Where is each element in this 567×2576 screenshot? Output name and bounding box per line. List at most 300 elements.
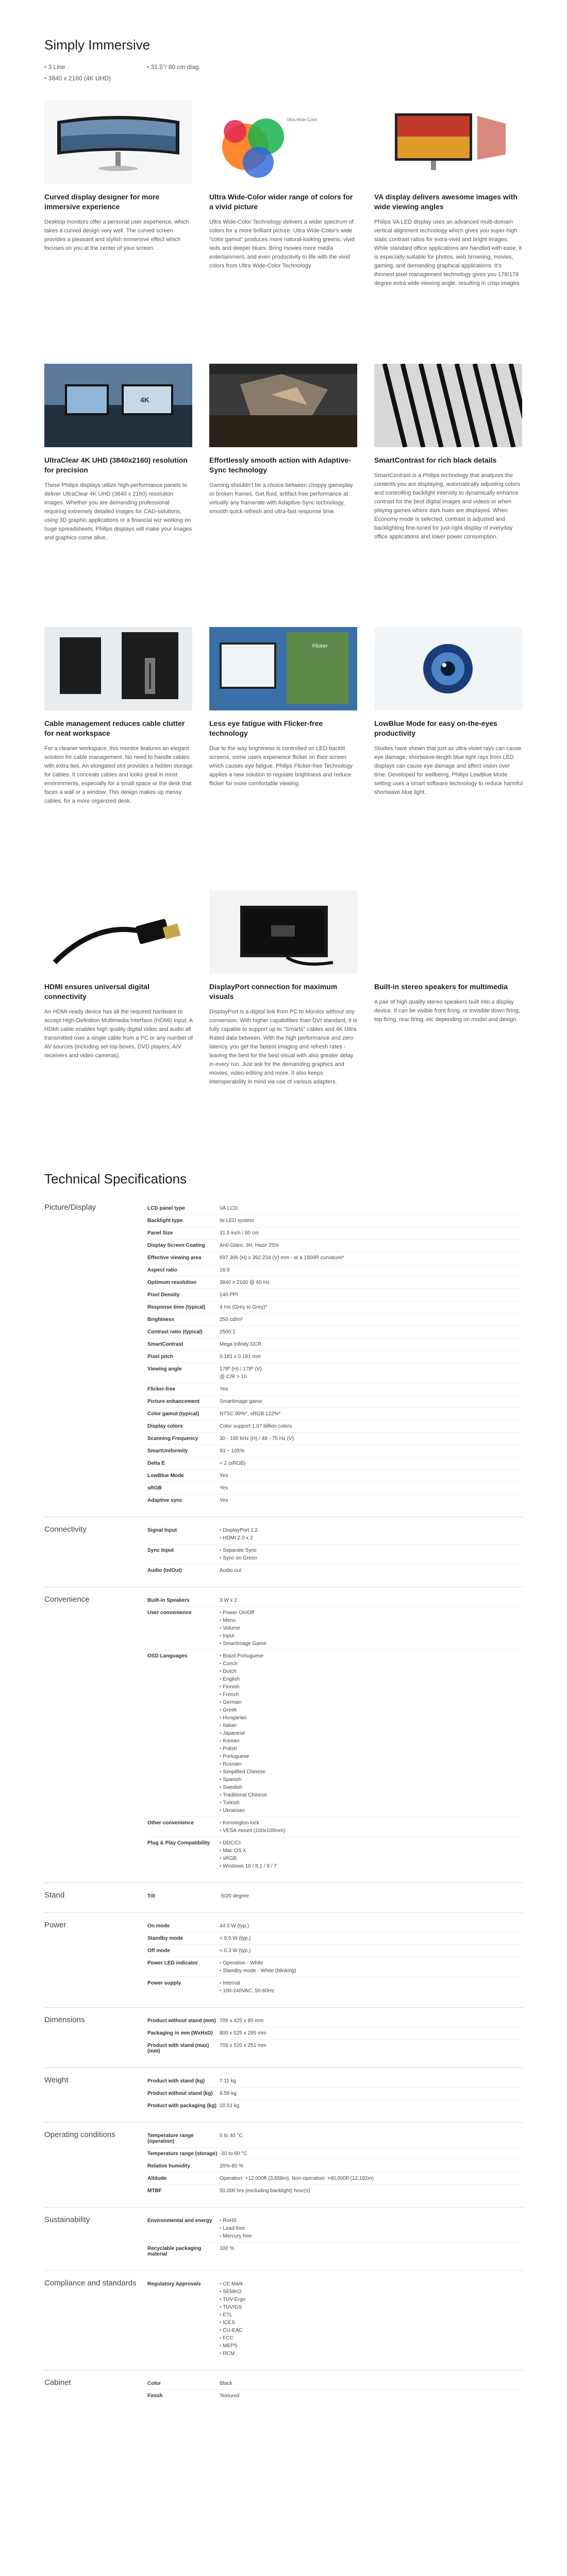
spec-row: [147, 1837, 523, 1872]
spec-values: [220, 2078, 523, 2084]
spec-values: [220, 1342, 523, 1347]
feature-card: [44, 100, 193, 345]
spec-label: Regulatory Approvals: [147, 2281, 201, 2287]
spec-value: Yes: [220, 1473, 228, 1479]
spec-label: Signal Input: [147, 1528, 177, 1533]
spec-value: • Input: [220, 1633, 523, 1639]
spec-value: • Portuguese: [220, 1754, 523, 1759]
bullet-item: • 3840 x 2160 (4K UHD): [44, 75, 111, 82]
spec-label: SmartUniformity: [147, 1448, 188, 1454]
header-bullets: [44, 63, 523, 86]
spec-value: 0 to 40 °C: [220, 2133, 243, 2139]
spec-values: [220, 2103, 523, 2109]
spec-values: [220, 2281, 523, 2357]
spec-value: • RoHS: [220, 2218, 523, 2224]
spec-rows: [147, 1524, 523, 1577]
spec-value: • German: [220, 1700, 523, 1705]
spec-value: 44.5 W (typ.): [220, 1923, 249, 1929]
spec-label: Tilt: [147, 1893, 155, 1899]
spec-values: [220, 1528, 523, 1541]
spec-category: Cabinet: [44, 2378, 71, 2387]
spec-values: [220, 2381, 523, 2386]
spec-value: 800 x 525 x 295 mm: [220, 2030, 266, 2036]
spec-values: [220, 2091, 523, 2096]
feature-title: SmartContrast for rich black details: [374, 456, 497, 464]
spec-values: [220, 1411, 523, 1417]
spec-values: [220, 1568, 523, 1573]
spec-label: Optimum resolution: [147, 1280, 196, 1285]
spec-row: [147, 1545, 523, 1565]
spec-value: • Ukrainian: [220, 1808, 523, 1814]
spec-label: Flicker-free: [147, 1386, 175, 1392]
feature-title: VA display delivers awesome images with wide viewing angles: [374, 193, 518, 211]
feature-description: An HDMI-ready device has all the required hardware to accept High-Definition Multimedia Interface (HDMI) input. A HDMI cable enables high quality digital video and audio all transmitted over a single cable from a PC or any number of AV sources (including set-top boxes, DVD players, A/V receivers and video cameras).: [44, 1008, 193, 1059]
spec-label: Color gamut (typical): [147, 1411, 199, 1417]
spec-value: • Kensington lock: [220, 1820, 523, 1826]
feature-description: Philips VA LED display uses an advanced multi-domain vertical alignment technology which gives you super-high static contrast ratios for extra-vivid and bright images. While standard office applications are handled with ease, it is especially suitable for photos, web browsing, movies, gaming, and demanding graphical applications. It's thinnest pixel management technology gives you 178/178 degree extra wide viewing angle, resulting in crisp images.: [374, 218, 522, 287]
spec-row: [147, 1607, 523, 1650]
spec-value: 178º (H) / 178º (V): [220, 1366, 262, 1372]
spec-section: [44, 2270, 523, 2360]
spec-row: [147, 1314, 523, 1326]
spec-value: • Finnish: [220, 1684, 523, 1690]
adaptive-sync-image: [209, 364, 358, 447]
spec-value: Yes: [220, 1386, 228, 1392]
spec-row: [147, 1565, 523, 1577]
spec-label: Brightness: [147, 1317, 175, 1323]
feature-description: Due to the way brightness is controlled on LED-backlit screens, some users experience flicker on their screen which causes eye fatigue. Philips Flicker-free Technology applies a new solution to regulate brightness and reduce flicker for more comfortable viewing.: [209, 745, 353, 787]
spec-rows: [147, 2278, 523, 2360]
spec-rows: [147, 1920, 523, 1997]
spec-value: • Polish: [220, 1746, 523, 1752]
spec-row: [147, 2015, 523, 2027]
spec-value: • Spanish: [220, 1777, 523, 1783]
feature-grid: [44, 100, 523, 1135]
spec-rows: [147, 2015, 523, 2057]
spec-value: 697.306 (H) x 392.234 (V) mm - at a 1500R curvature*: [220, 1255, 344, 1261]
spec-label: Display Screen Coating: [147, 1243, 205, 1248]
feature-description: Gaming shouldn't be a choice between choppy gameplay or broken frames. Get fluid, artifact-free performance at virtually any framerate with Adaptive-Sync technology, smooth quick refresh and ultra-fast response time.: [209, 482, 353, 515]
feature-title: Built-in stereo speakers for multimedia: [374, 982, 508, 991]
spec-value: • Windows 10 / 8.1 / 8 / 7: [220, 1863, 523, 1869]
spec-row: [147, 1301, 523, 1314]
spec-label: Adaptive sync: [147, 1498, 182, 1503]
spec-value: • Czech: [220, 1661, 523, 1667]
smartcontrast-image: [374, 364, 523, 447]
spec-values: [220, 1448, 523, 1454]
spec-value: • Standby mode - White (blinking): [220, 1968, 523, 1974]
spec-section: [44, 1883, 523, 1902]
spec-value: • Italian: [220, 1723, 523, 1728]
spec-row: [147, 1433, 523, 1445]
spec-values: [220, 1610, 523, 1647]
feature-title: Ultra Wide-Color wider range of colors for a vivid picture: [209, 193, 353, 211]
spec-label: Off mode: [147, 1948, 170, 1954]
spec-category: Connectivity: [44, 1525, 87, 1534]
spec-row: [147, 1595, 523, 1607]
bullet-item: • 31.5"/ 80 cm diag.: [147, 63, 201, 71]
spec-row: [147, 1458, 523, 1470]
feature-card: [44, 890, 193, 1135]
page-title: Simply Immersive: [44, 37, 151, 53]
svg-text:4K: 4K: [140, 396, 149, 404]
spec-label: User convenience: [147, 1610, 192, 1616]
spec-values: [220, 1840, 523, 1869]
spec-row: [147, 2378, 523, 2390]
spec-value: 93 ~ 105%: [220, 1448, 245, 1454]
spec-value: < 0.3 W (typ.): [220, 1948, 251, 1954]
spec-value: • Russian: [220, 1761, 523, 1767]
spec-values: [220, 2163, 523, 2169]
spec-label: Standby mode: [147, 1936, 183, 1941]
spec-category: Stand: [44, 1891, 65, 1900]
spec-label: Built-in Speakers: [147, 1598, 190, 1603]
spec-value: • RCM: [220, 2351, 523, 2357]
spec-value: Black: [220, 2381, 232, 2386]
feature-title: Less eye fatigue with Flicker-free technology: [209, 719, 323, 737]
spec-row: [147, 2243, 523, 2260]
spec-label: Panel Size: [147, 1230, 173, 1236]
spec-value: 709 x 520 x 251 mm: [220, 2043, 266, 2048]
spec-value: 30 - 160 kHz (H) / 48 - 75 Hz (V): [220, 1436, 294, 1442]
spec-row: [147, 1445, 523, 1458]
spec-label: Contrast ratio (typical): [147, 1329, 203, 1335]
spec-label: Pixel Density: [147, 1292, 180, 1298]
spec-value: • DDC/CI: [220, 1840, 523, 1846]
spec-row: [147, 2027, 523, 2040]
spec-value: Audio out: [220, 1568, 242, 1573]
spec-row: [147, 2185, 523, 2197]
spec-row: [147, 2278, 523, 2360]
spec-value: NTSC 99%*, sRGB 122%*: [220, 1411, 281, 1417]
spec-values: [220, 1230, 523, 1236]
spec-label: LCD panel type: [147, 1206, 185, 1211]
feature-description: A pair of high quality stereo speakers built into a display device. It can be visible front firing, or invisible down firing, top firing, rear firing, etc depending on model and design.: [374, 998, 521, 1023]
feature-description: For a cleaner workspace, this monitor features an elegant solution for cable management. No need to handle cables with extra ties. An elongated slot provides a hidden storage for cables. It conceals cables and looks great in most environments, especially for a small space or the desk that faces a wall or a window. This design makes up messy cables, for a more organized desk.: [44, 745, 193, 805]
spec-row: [147, 1240, 523, 1252]
spec-value: 2500:1: [220, 1329, 236, 1335]
spec-value: • Swedish: [220, 1785, 523, 1790]
feature-card: [44, 627, 193, 872]
spec-row: [147, 2215, 523, 2243]
bullet-list-left: [44, 63, 111, 86]
spec-value: • English: [220, 1676, 523, 1682]
specs-container: [44, 1195, 523, 2402]
spec-value: • Mercury free: [220, 2233, 523, 2239]
spec-values: [220, 1473, 523, 1479]
spec-value: 0.181 x 0.181 mm: [220, 1354, 261, 1360]
spec-row: [147, 1890, 523, 1902]
spec-value: 100 %: [220, 2246, 235, 2251]
spec-value: 3 W x 2: [220, 1598, 237, 1603]
spec-row: [147, 2390, 523, 2402]
spec-values: [220, 2030, 523, 2036]
spec-value: 16:9: [220, 1267, 230, 1273]
feature-card: [374, 627, 523, 872]
spec-label: Delta E: [147, 1461, 165, 1466]
spec-label: Plug & Play Compatibility: [147, 1840, 210, 1846]
feature-card: [209, 627, 358, 872]
spec-value: 3840 x 2160 @ 60 Hz: [220, 1280, 270, 1285]
spec-rows: [147, 1202, 523, 1506]
spec-row: [147, 1408, 523, 1420]
spec-values: [220, 2246, 523, 2257]
spec-value: SmartImage game: [220, 1399, 262, 1404]
spec-label: LowBlue Mode: [147, 1473, 184, 1479]
spec-value: • Traditional Chinese: [220, 1792, 523, 1798]
spec-row: [147, 2088, 523, 2100]
spec-label: Altitude: [147, 2176, 167, 2181]
spec-label: Audio (In/Out): [147, 1568, 182, 1573]
spec-values: [220, 1948, 523, 1954]
spec-rows: [147, 2130, 523, 2197]
spec-label: Temperature range (storage): [147, 2151, 218, 2157]
spec-row: [147, 1215, 523, 1227]
spec-row: [147, 1338, 523, 1351]
spec-values: [220, 1399, 523, 1404]
spec-values: [220, 1461, 523, 1466]
spec-row: [147, 1977, 523, 1997]
spec-value: • VESA mount (100x100mm): [220, 1828, 523, 1834]
flicker-free-image: [209, 627, 358, 710]
spec-rows: [147, 2215, 523, 2260]
spec-value: • sRGB: [220, 1856, 523, 1861]
feature-description: SmartContrast is a Philips technology that analyzes the contents you are displaying, automatically adjusting colors and controlling backlight intensity to dynamically enhance contrast for the best digital images and videos or when playing games where dark hues are displayed. When Economy mode is selected, contrast is adjusted and backlighting fine-tuned for just-right display of everyday office applications and lower power consumption.: [374, 472, 521, 540]
spec-value: • DisplayPort 1.2: [220, 1528, 523, 1533]
spec-category: Dimensions: [44, 2015, 85, 2024]
spec-row: [147, 1227, 523, 1240]
spec-row: [147, 1252, 523, 1264]
spec-value: 10.51 kg: [220, 2103, 240, 2109]
spec-values: [220, 2176, 523, 2181]
spec-value: • ETL: [220, 2312, 523, 2318]
spec-row: [147, 1920, 523, 1933]
spec-label: Other convenience: [147, 1820, 194, 1826]
spec-rows: [147, 1890, 523, 1902]
spec-values: [220, 1218, 523, 1224]
spec-label: Finish: [147, 2393, 163, 2399]
spec-value: < 0.5 W (typ.): [220, 1936, 251, 1941]
svg-text:Flicker: Flicker: [312, 643, 328, 649]
spec-value: 4 ms (Grey to Grey)*: [220, 1304, 268, 1310]
spec-values: [220, 1498, 523, 1503]
speakers-image: [374, 890, 523, 974]
spec-values: [220, 1354, 523, 1360]
spec-value: Color support 1.07 billion colors: [220, 1423, 292, 1429]
spec-category: Operating conditions: [44, 2130, 115, 2139]
spec-values: [220, 1893, 523, 1899]
feature-card: [209, 364, 358, 608]
spec-value: 250 cd/m²: [220, 1317, 243, 1323]
feature-title: Effortlessly smooth action with Adaptive-Sync technology: [209, 456, 351, 474]
spec-section: [44, 1517, 523, 1577]
spec-row: [147, 1933, 523, 1945]
spec-row: [147, 2040, 523, 2057]
spec-row: [147, 1524, 523, 1545]
spec-category: Sustainability: [44, 2215, 90, 2224]
spec-value: Anti-Glare, 3H, Haze 25%: [220, 1243, 279, 1248]
spec-category: Convenience: [44, 1595, 90, 1604]
lowblue-mode-image: [374, 627, 523, 710]
spec-section: [44, 2007, 523, 2057]
spec-value: Yes: [220, 1485, 228, 1491]
va-panel-image: [374, 100, 523, 184]
spec-values: [220, 1386, 523, 1392]
spec-section: [44, 1195, 523, 1506]
feature-title: DisplayPort connection for maximum visuals: [209, 982, 338, 1001]
feature-card: [44, 364, 193, 608]
spec-label: Sync Input: [147, 1548, 174, 1553]
spec-values: [220, 1820, 523, 1834]
spec-value: 20%-80 %: [220, 2163, 244, 2169]
spec-values: [220, 2151, 523, 2157]
spec-values: [220, 1317, 523, 1323]
spec-values: [220, 1280, 523, 1285]
spec-value: • FCC: [220, 2335, 523, 2341]
spec-values: [220, 1304, 523, 1310]
spec-row: [147, 1264, 523, 1277]
spec-value: • TUV/GS: [220, 2304, 523, 2310]
spec-category: Weight: [44, 2076, 69, 2084]
spec-value: -20 to 60 °C: [220, 2151, 247, 2157]
spec-values: [220, 1206, 523, 1211]
feature-description: These Philips displays utilize high-performance panels to deliver UltraClear 4K UHD (3840 x 2160) resolution images. Whether you are demanding professional requiring extremely detailed images for CAD-solutions, using 3D graphic applications or a financial wiz working on huge spreadsheets, Philips displays will make your images and graphics come alive.: [44, 482, 192, 541]
spec-section: [44, 2067, 523, 2112]
spec-label: Power LED indicator: [147, 1960, 198, 1966]
spec-value: • Japanese: [220, 1731, 523, 1736]
spec-label: Response time (typical): [147, 1304, 206, 1310]
spec-value: • Dutch: [220, 1669, 523, 1674]
hdmi-cable-image: [44, 890, 193, 974]
spec-label: Product with stand (max) (mm): [147, 2043, 209, 2054]
spec-value: • Turkish: [220, 1800, 523, 1806]
feature-card: [374, 890, 523, 1135]
bullet-list-right: [147, 63, 201, 86]
spec-values: [220, 1960, 523, 1974]
feature-title: LowBlue Mode for easy on-the-eyes productivity: [374, 719, 497, 737]
feature-title: Curved display designer for more immersive experience: [44, 193, 160, 211]
spec-category: Compliance and standards: [44, 2279, 137, 2287]
feature-card: [209, 890, 358, 1135]
spec-values: [220, 1485, 523, 1491]
spec-row: [147, 1817, 523, 1837]
feature-description: Desktop monitors offer a personal user experience, which takes a curved design very well. The curved screen provides a pleasant and stylish immersive effect which focuses on you at the center of your screen.: [44, 218, 189, 251]
spec-value: • Sync on Green: [220, 1555, 523, 1561]
spec-section: [44, 2122, 523, 2197]
feature-title: Cable management reduces cable clutter for neat workspace: [44, 719, 185, 737]
spec-values: [220, 2218, 523, 2239]
spec-values: [220, 1653, 523, 1814]
spec-row: [147, 1277, 523, 1289]
cable-management-image: [44, 627, 193, 710]
spec-label: Aspect ratio: [147, 1267, 177, 1273]
spec-label: Backlight type: [147, 1218, 183, 1224]
spec-value: • SmartImage Game: [220, 1641, 523, 1647]
feature-title: UltraClear 4K UHD (3840x2160) resolution for precision: [44, 456, 188, 474]
color-gamut-image: [209, 100, 358, 184]
specs-heading: Technical Specifications: [44, 1171, 187, 1187]
spec-value: • Korean: [220, 1738, 523, 1744]
spec-row: [147, 2100, 523, 2112]
spec-values: [220, 1548, 523, 1561]
spec-value: 31.5 inch / 80 cm: [220, 1230, 259, 1236]
spec-value: 140 PPI: [220, 1292, 238, 1298]
spec-value: • Separate Sync: [220, 1548, 523, 1553]
ultraclear-4k-image: [44, 364, 193, 447]
spec-label: Display colors: [147, 1423, 183, 1429]
spec-value: @ C/R > 10: [220, 1374, 247, 1380]
feature-description: Studies have shown that just as ultra-violet rays can cause eye damage, shortwave-length blue light rays from LED displays can cause eye damage and affect vision over time. Developed for wellbeing, Philips LowBlue Mode setting uses a smart software technology to reduce harmful shortwave blue light.: [374, 745, 523, 796]
spec-label: Recyclable packaging material: [147, 2246, 202, 2257]
spec-rows: [147, 2075, 523, 2112]
spec-value: • French: [220, 1692, 523, 1698]
spec-value: 50,000 hrs (excluding backlight) hour(s): [220, 2188, 310, 2194]
spec-values: [220, 2393, 523, 2399]
spec-values: [220, 1255, 523, 1261]
spec-label: Pixel pitch: [147, 1354, 174, 1360]
spec-value: • Volume: [220, 1625, 523, 1631]
spec-value: < 2 (sRGB): [220, 1461, 246, 1466]
spec-rows: [147, 2378, 523, 2402]
curved-monitor-image: [44, 100, 193, 184]
spec-value: • Operation - White: [220, 1960, 523, 1966]
spec-row: [147, 2130, 523, 2148]
spec-value: • SEMKO: [220, 2289, 523, 2295]
spec-row: [147, 1482, 523, 1495]
spec-value: • 100-240VAC, 50-60Hz: [220, 1988, 523, 1994]
spec-value: W-LED system: [220, 1218, 254, 1224]
feature-title: HDMI ensures universal digital connectivity: [44, 982, 149, 1001]
spec-value: • CU-EAC: [220, 2328, 523, 2333]
feature-description: Ultra Wide-Color Technology delivers a wider spectrum of colors for a more brilliant picture. Ultra Wide-Color's wide "color gamut" produces more natural-looking greens, vivid reds and deeper blues. Bring movies more media entertainment, and even productivity to life with the vivid colors from Ultra Wide-Color Technology.: [209, 218, 355, 269]
spec-value: • Greek: [220, 1707, 523, 1713]
spec-value: • ICES: [220, 2320, 523, 2326]
spec-value: -5/20 degree: [220, 1893, 249, 1899]
spec-rows: [147, 1595, 523, 1872]
spec-value: Mega Infinity DCR: [220, 1342, 262, 1347]
spec-value: • Brazil Portuguese: [220, 1653, 523, 1659]
feature-card: [209, 100, 358, 345]
spec-values: [220, 1436, 523, 1442]
spec-value: Textured: [220, 2393, 240, 2399]
spec-values: [220, 1923, 523, 1929]
spec-category: Power: [44, 1921, 66, 1929]
spec-row: [147, 1420, 523, 1433]
spec-values: [220, 2043, 523, 2054]
spec-label: Packaging in mm (WxHxD): [147, 2030, 213, 2036]
spec-values: [220, 1598, 523, 1603]
spec-value: • Simplified Chinese: [220, 1769, 523, 1775]
spec-value: Yes: [220, 1498, 228, 1503]
spec-row: [147, 1470, 523, 1482]
spec-value: • HDMI 2.0 x 2: [220, 1535, 523, 1541]
svg-text:Ultra Wide-Color: Ultra Wide-Color: [287, 117, 318, 122]
spec-label: On mode: [147, 1923, 170, 1929]
spec-label: Product with packaging (kg): [147, 2103, 216, 2109]
spec-section: [44, 1912, 523, 1997]
feature-description: DisplayPort is a digital link from PC to Monitor without any conversion. With higher capabilities than DVI standard, it is fully capable to support up to "Smarts" cables and 4K Ultra Rated data between. With the high performance and zero latency, you get the fastest imaging and refresh rates - leaving the best for the best visual with also greater delay in every run. Just ask for the demanding graphics and movies, video-editing and more. It also keeps interoperability in mind via use of various adapters.: [209, 1008, 357, 1086]
spec-values: [220, 1936, 523, 1941]
feature-card: [374, 100, 523, 345]
spec-label: Environmental and energy: [147, 2218, 212, 2224]
spec-label: SmartContrast: [147, 1342, 184, 1347]
spec-values: [220, 1366, 523, 1380]
spec-values: [220, 2133, 523, 2144]
spec-label: MTBF: [147, 2188, 162, 2194]
spec-values: [220, 1329, 523, 1335]
spec-row: [147, 1326, 523, 1338]
spec-values: [220, 2188, 523, 2194]
